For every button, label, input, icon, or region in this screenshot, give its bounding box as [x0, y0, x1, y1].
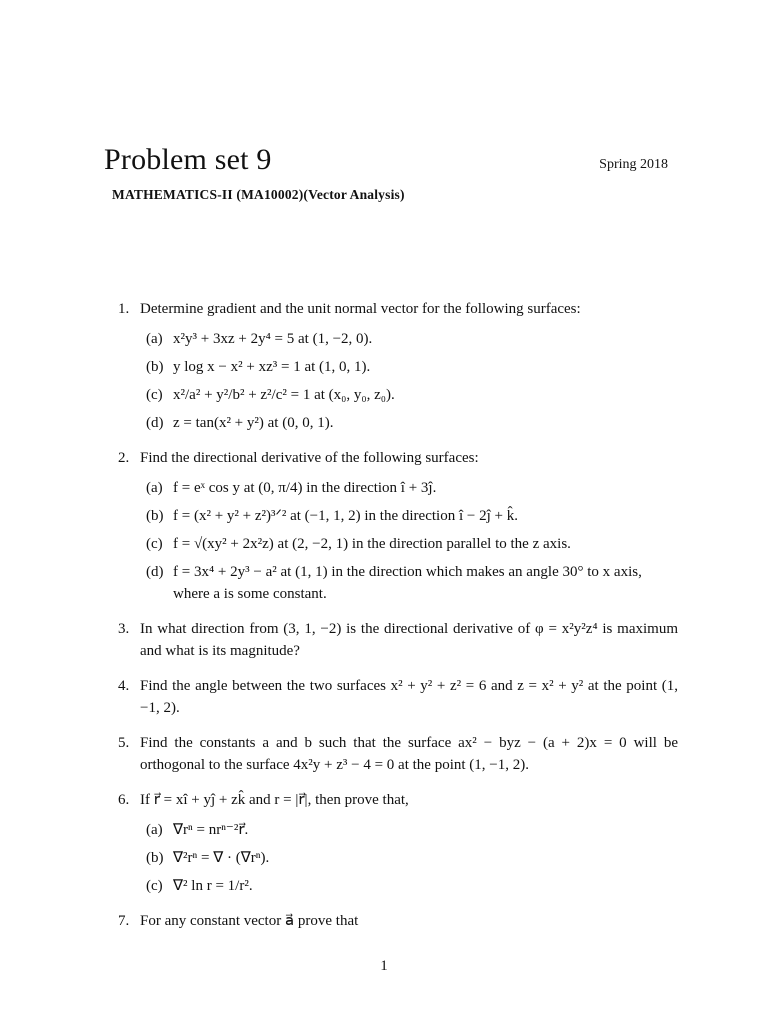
problem-5 [118, 732, 678, 776]
subproblem [140, 505, 678, 527]
subproblem [140, 875, 678, 897]
problem-7 [118, 910, 678, 932]
subproblem [140, 847, 678, 869]
subproblem-text: ∇²rⁿ = ∇ · (∇rⁿ). [173, 850, 270, 866]
subproblem-text: x²y³ + 3xz + 2y⁴ = 5 at (1, −2, 0). [173, 331, 373, 347]
subproblem-text: y log x − x² + xz³ = 1 at (1, 0, 1). [173, 359, 371, 375]
subproblem [140, 819, 678, 841]
subproblem-text: z = tan(x² + y²) at (0, 0, 1). [173, 415, 334, 431]
subproblem-label: (a) [146, 480, 163, 496]
problem-number: 2. [118, 450, 130, 466]
subproblem-text: f = (x² + y² + z²)³ᐟ² at (−1, 1, 2) in the direction î − 2ĵ + k̂. [173, 508, 518, 524]
problem-number: 5. [118, 735, 130, 751]
problem-number: 7. [118, 913, 130, 929]
subproblem [140, 561, 678, 605]
subproblem-label: (b) [146, 359, 164, 375]
subproblem [140, 328, 678, 350]
problem-text: For any constant vector a⃗ prove that [140, 913, 359, 929]
problem-text: In what direction from (3, 1, −2) is the directional derivative of φ = x²y²z⁴ is maximum and what is its magnitude? [140, 621, 678, 659]
subproblem-label: (c) [146, 536, 163, 552]
subproblem-text: f = √(xy² + 2x²z) at (2, −2, 1) in the direction parallel to the z axis. [173, 536, 571, 552]
subproblem-label: (d) [146, 415, 164, 431]
problem-number: 6. [118, 792, 130, 808]
subproblem-list [140, 328, 678, 434]
subproblem-label: (d) [146, 564, 164, 580]
subproblem-text: f = 3x⁴ + 2y³ − a² at (1, 1) in the direction which makes an angle 30° to x axis, where a is some constant. [173, 564, 642, 602]
subproblem [140, 356, 678, 378]
subproblem-list [140, 819, 678, 897]
problem-2 [118, 447, 678, 605]
subproblem-label: (b) [146, 508, 164, 524]
course-subtitle: MATHEMATICS-II (MA10002)(Vector Analysis) [112, 187, 405, 202]
term-label: Spring 2018 [599, 157, 668, 172]
problem-text: Find the constants a and b such that the surface ax² − byz − (a + 2)x = 0 will be orthogonal to the surface 4x²y + z³ − 4 = 0 at the point (1, −1, 2). [140, 735, 678, 773]
subproblem-text: ∇rⁿ = nrⁿ⁻²r⃗. [173, 822, 249, 838]
page-title: Problem set 9 [104, 143, 272, 176]
problem-4 [118, 675, 678, 719]
problem-list [118, 298, 678, 945]
subproblem-label: (c) [146, 387, 163, 403]
problem-number: 3. [118, 621, 130, 637]
problem-1 [118, 298, 678, 434]
problem-6 [118, 789, 678, 897]
problem-number: 4. [118, 678, 130, 694]
problem-text: Find the directional derivative of the following surfaces: [140, 450, 479, 466]
subproblem-text: x²/a² + y²/b² + z²/c² = 1 at (x₀, y₀, z₀). [173, 387, 395, 403]
subproblem [140, 477, 678, 499]
subproblem-label: (b) [146, 850, 164, 866]
problem-text: If r⃗ = xî + yĵ + zk̂ and r = |r⃗|, then prove that, [140, 792, 409, 808]
subproblem-label: (a) [146, 331, 163, 347]
subproblem [140, 533, 678, 555]
problem-text: Find the angle between the two surfaces x² + y² + z² = 6 and z = x² + y² at the point (1, −1, 2). [140, 678, 678, 716]
problem-text: Determine gradient and the unit normal vector for the following surfaces: [140, 301, 581, 317]
subproblem [140, 384, 678, 406]
subproblem [140, 412, 678, 434]
subproblem-label: (a) [146, 822, 163, 838]
subproblem-text: f = eˣ cos y at (0, π/4) in the direction î + 3ĵ. [173, 480, 437, 496]
page-number: 1 [380, 958, 388, 974]
subproblem-list [140, 477, 678, 605]
subproblem-text: ∇² ln r = 1/r². [173, 878, 253, 894]
subproblem-label: (c) [146, 878, 163, 894]
problem-3 [118, 618, 678, 662]
problem-number: 1. [118, 301, 130, 317]
